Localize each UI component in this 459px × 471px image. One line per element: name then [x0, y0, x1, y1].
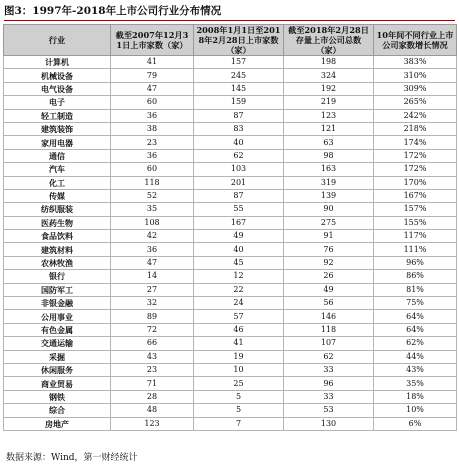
growth-cell: 218%: [374, 122, 457, 135]
table-row: [4, 270, 457, 283]
industry-cell: 机械设备: [4, 69, 111, 82]
total-2018-cell: 92: [284, 256, 374, 269]
industry-cell: 建筑材料: [4, 243, 111, 256]
listed-2008-2018-cell: 159: [194, 96, 284, 109]
listed-2007-cell: 42: [111, 230, 194, 243]
growth-cell: 43%: [374, 363, 457, 376]
growth-cell: 157%: [374, 203, 457, 216]
listed-2008-2018-cell: 157: [194, 56, 284, 69]
listed-2008-2018-cell: 103: [194, 163, 284, 176]
total-2018-cell: 33: [284, 363, 374, 376]
industry-cell: 公用事业: [4, 310, 111, 323]
total-2018-cell: 53: [284, 404, 374, 417]
table-row: [4, 337, 457, 350]
listed-2008-2018-cell: 46: [194, 323, 284, 336]
listed-2007-cell: 36: [111, 149, 194, 162]
table-row: [4, 136, 457, 149]
growth-cell: 383%: [374, 56, 457, 69]
figure-title: 图3：1997年-2018年上市公司行业分布情况: [4, 2, 455, 21]
listed-2007-cell: 43: [111, 350, 194, 363]
growth-cell: 310%: [374, 69, 457, 82]
industry-cell: 医药生物: [4, 216, 111, 229]
table-row: [4, 404, 457, 417]
total-2018-cell: 90: [284, 203, 374, 216]
total-2018-cell: 324: [284, 69, 374, 82]
listed-2008-2018-cell: 62: [194, 149, 284, 162]
growth-cell: 86%: [374, 270, 457, 283]
industry-cell: 电气设备: [4, 82, 111, 95]
total-2018-cell: 91: [284, 230, 374, 243]
listed-2007-cell: 79: [111, 69, 194, 82]
listed-2007-cell: 35: [111, 203, 194, 216]
listed-2008-2018-cell: 55: [194, 203, 284, 216]
listed-2008-2018-cell: 87: [194, 189, 284, 202]
industry-cell: 建筑装饰: [4, 122, 111, 135]
growth-cell: 96%: [374, 256, 457, 269]
total-2018-cell: 163: [284, 163, 374, 176]
industry-cell: 采掘: [4, 350, 111, 363]
growth-cell: 18%: [374, 390, 457, 403]
listed-2008-2018-cell: 10: [194, 363, 284, 376]
listed-2007-cell: 71: [111, 377, 194, 390]
listed-2008-2018-cell: 45: [194, 256, 284, 269]
table-row: [4, 310, 457, 323]
growth-cell: 10%: [374, 404, 457, 417]
growth-cell: 172%: [374, 149, 457, 162]
table-row: [4, 350, 457, 363]
industry-cell: 传媒: [4, 189, 111, 202]
table-body: [4, 56, 457, 431]
table-row: [4, 323, 457, 336]
table-row: [4, 56, 457, 69]
listed-2007-cell: 41: [111, 56, 194, 69]
total-2018-cell: 56: [284, 297, 374, 310]
listed-2008-2018-cell: 5: [194, 390, 284, 403]
industry-cell: 电子: [4, 96, 111, 109]
listed-2007-cell: 47: [111, 82, 194, 95]
table-row: [4, 109, 457, 122]
listed-2007-cell: 89: [111, 310, 194, 323]
table-row: [4, 243, 457, 256]
listed-2008-2018-cell: 22: [194, 283, 284, 296]
growth-cell: 167%: [374, 189, 457, 202]
industry-cell: 家用电器: [4, 136, 111, 149]
header-growth-rate: 10年间不同行业上市公司家数增长情况: [374, 25, 457, 56]
table-row: [4, 96, 457, 109]
table-row: [4, 216, 457, 229]
listed-2007-cell: 23: [111, 136, 194, 149]
industry-cell: 纺织服装: [4, 203, 111, 216]
growth-cell: 35%: [374, 377, 457, 390]
industry-cell: 农林牧渔: [4, 256, 111, 269]
listed-2007-cell: 66: [111, 337, 194, 350]
total-2018-cell: 26: [284, 270, 374, 283]
industry-cell: 非银金融: [4, 297, 111, 310]
industry-cell: 计算机: [4, 56, 111, 69]
industry-cell: 汽车: [4, 163, 111, 176]
table-row: [4, 189, 457, 202]
listed-2008-2018-cell: 245: [194, 69, 284, 82]
listed-2008-2018-cell: 41: [194, 337, 284, 350]
industry-cell: 房地产: [4, 417, 111, 430]
listed-2007-cell: 60: [111, 96, 194, 109]
listed-2007-cell: 48: [111, 404, 194, 417]
table-row: [4, 82, 457, 95]
table-row: [4, 69, 457, 82]
listed-2008-2018-cell: 57: [194, 310, 284, 323]
table-row: [4, 203, 457, 216]
listed-2007-cell: 38: [111, 122, 194, 135]
total-2018-cell: 130: [284, 417, 374, 430]
total-2018-cell: 76: [284, 243, 374, 256]
listed-2007-cell: 118: [111, 176, 194, 189]
industry-cell: 轻工制造: [4, 109, 111, 122]
listed-2007-cell: 52: [111, 189, 194, 202]
listed-2008-2018-cell: 5: [194, 404, 284, 417]
listed-2008-2018-cell: 25: [194, 377, 284, 390]
listed-2008-2018-cell: 201: [194, 176, 284, 189]
growth-cell: 174%: [374, 136, 457, 149]
growth-cell: 75%: [374, 297, 457, 310]
listed-2008-2018-cell: 7: [194, 417, 284, 430]
listed-2008-2018-cell: 167: [194, 216, 284, 229]
total-2018-cell: 146: [284, 310, 374, 323]
source-note: 数据来源：Wind，第一财经统计: [6, 453, 138, 463]
total-2018-cell: 139: [284, 189, 374, 202]
header-industry: 行业: [4, 25, 111, 56]
growth-cell: 81%: [374, 283, 457, 296]
listed-2007-cell: 36: [111, 109, 194, 122]
total-2018-cell: 96: [284, 377, 374, 390]
total-2018-cell: 275: [284, 216, 374, 229]
growth-cell: 155%: [374, 216, 457, 229]
listed-2007-cell: 47: [111, 256, 194, 269]
listed-2007-cell: 32: [111, 297, 194, 310]
industry-cell: 商业贸易: [4, 377, 111, 390]
table-row: [4, 122, 457, 135]
total-2018-cell: 33: [284, 390, 374, 403]
growth-cell: 172%: [374, 163, 457, 176]
listed-2007-cell: 72: [111, 323, 194, 336]
total-2018-cell: 319: [284, 176, 374, 189]
industry-distribution-table: [3, 24, 457, 431]
growth-cell: 117%: [374, 230, 457, 243]
total-2018-cell: 198: [284, 56, 374, 69]
industry-cell: 休闲服务: [4, 363, 111, 376]
listed-2007-cell: 36: [111, 243, 194, 256]
industry-cell: 综合: [4, 404, 111, 417]
listed-2007-cell: 108: [111, 216, 194, 229]
growth-cell: 309%: [374, 82, 457, 95]
industry-cell: 钢铁: [4, 390, 111, 403]
table-row: [4, 149, 457, 162]
total-2018-cell: 49: [284, 283, 374, 296]
table-row: [4, 390, 457, 403]
total-2018-cell: 123: [284, 109, 374, 122]
listed-2007-cell: 14: [111, 270, 194, 283]
total-2018-cell: 121: [284, 122, 374, 135]
table-row: [4, 417, 457, 430]
listed-2008-2018-cell: 19: [194, 350, 284, 363]
table-row: [4, 256, 457, 269]
header-listed-by-2007: 截至2007年12月31日上市家数（家）: [111, 25, 194, 56]
table-row: [4, 283, 457, 296]
table-header-row: [4, 25, 457, 56]
table-row: [4, 176, 457, 189]
industry-cell: 通信: [4, 149, 111, 162]
table-row: [4, 230, 457, 243]
total-2018-cell: 118: [284, 323, 374, 336]
listed-2008-2018-cell: 49: [194, 230, 284, 243]
table-row: [4, 377, 457, 390]
listed-2008-2018-cell: 40: [194, 136, 284, 149]
growth-cell: 242%: [374, 109, 457, 122]
header-total-by-2018: 截至2018年2月28日存量上市公司总数（家）: [284, 25, 374, 56]
table-row: [4, 163, 457, 176]
table-row: [4, 297, 457, 310]
listed-2007-cell: 28: [111, 390, 194, 403]
listed-2007-cell: 60: [111, 163, 194, 176]
industry-cell: 食品饮料: [4, 230, 111, 243]
table-row: [4, 363, 457, 376]
total-2018-cell: 62: [284, 350, 374, 363]
growth-cell: 64%: [374, 310, 457, 323]
growth-cell: 111%: [374, 243, 457, 256]
listed-2008-2018-cell: 145: [194, 82, 284, 95]
industry-cell: 国防军工: [4, 283, 111, 296]
industry-cell: 有色金属: [4, 323, 111, 336]
industry-cell: 银行: [4, 270, 111, 283]
total-2018-cell: 219: [284, 96, 374, 109]
listed-2008-2018-cell: 24: [194, 297, 284, 310]
total-2018-cell: 63: [284, 136, 374, 149]
listed-2008-2018-cell: 40: [194, 243, 284, 256]
growth-cell: 6%: [374, 417, 457, 430]
listed-2007-cell: 123: [111, 417, 194, 430]
total-2018-cell: 107: [284, 337, 374, 350]
listed-2008-2018-cell: 87: [194, 109, 284, 122]
growth-cell: 62%: [374, 337, 457, 350]
total-2018-cell: 192: [284, 82, 374, 95]
total-2018-cell: 98: [284, 149, 374, 162]
growth-cell: 44%: [374, 350, 457, 363]
industry-cell: 化工: [4, 176, 111, 189]
growth-cell: 265%: [374, 96, 457, 109]
growth-cell: 170%: [374, 176, 457, 189]
header-listed-2008-2018: 2008年1月1日至2018年2月28日上市家数（家）: [194, 25, 284, 56]
listed-2007-cell: 27: [111, 283, 194, 296]
growth-cell: 64%: [374, 323, 457, 336]
listed-2008-2018-cell: 12: [194, 270, 284, 283]
listed-2007-cell: 23: [111, 363, 194, 376]
industry-cell: 交通运输: [4, 337, 111, 350]
listed-2008-2018-cell: 83: [194, 122, 284, 135]
